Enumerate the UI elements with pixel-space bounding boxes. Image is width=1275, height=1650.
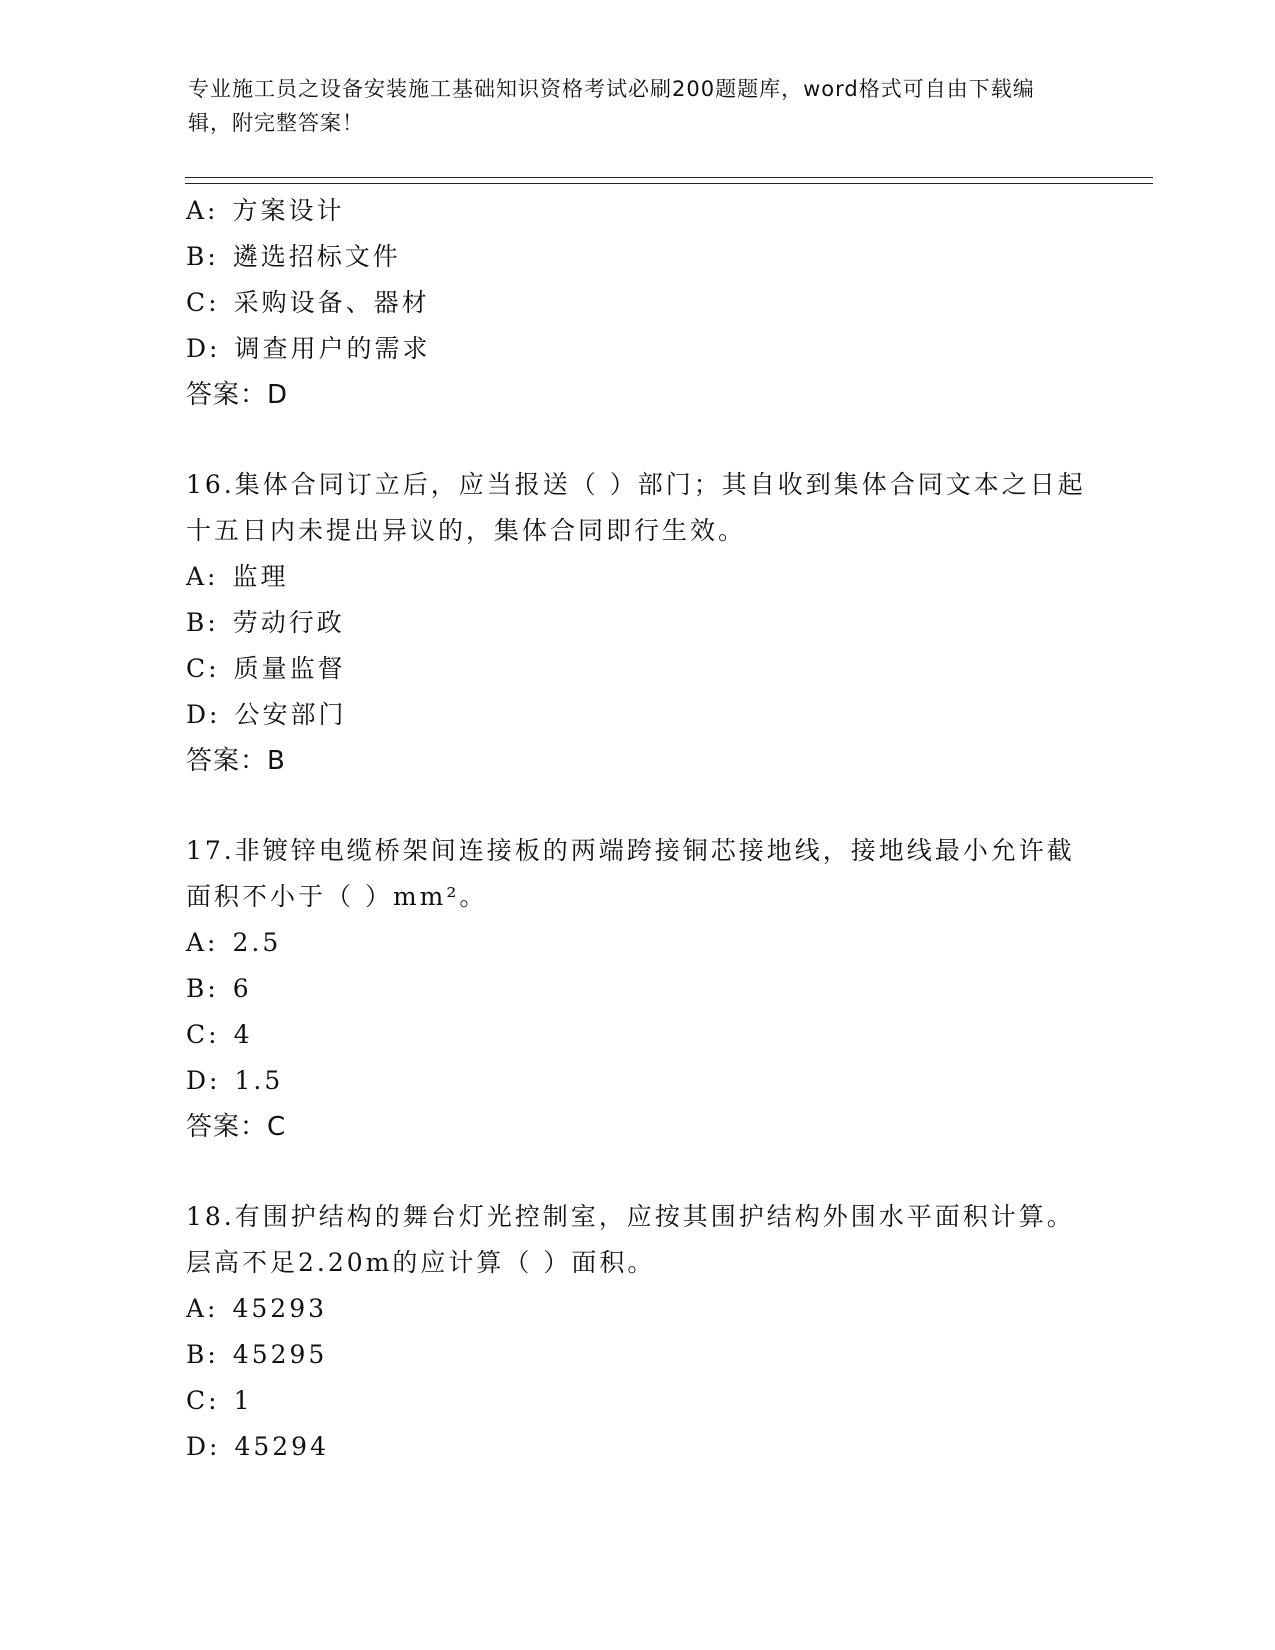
header-rule-top [185,177,1153,178]
option-d: D: 公安部门 [186,700,347,729]
option-b: B: 遴选招标文件 [186,242,401,271]
option-b: B: 劳动行政 [186,608,345,637]
option-d: D: 调查用户的需求 [186,334,431,363]
option-c: C: 采购设备、器材 [186,288,430,317]
question-17 [186,828,1086,1150]
header-rule-bottom [185,183,1153,184]
option-a: A: 2.5 [186,928,282,957]
option-a: A: 方案设计 [186,196,345,225]
option-d: D: 45294 [186,1432,329,1461]
question-text: 17.非镀锌电缆桥架间连接板的两端跨接铜芯接地线，接地线最小允许截面积不小于（ ）mm²。 [186,836,1075,911]
question-18 [186,1194,1086,1470]
option-b: B: 6 [186,974,252,1003]
question-text: 16.集体合同订立后，应当报送（ ）部门；其自收到集体合同文本之日起十五日内未提出异议的，集体合同即行生效。 [186,470,1086,545]
option-c: C: 质量监督 [186,654,346,683]
question-list [186,188,1086,1470]
option-c: C: 1 [186,1386,253,1415]
document-header: 专业施工员之设备安装施工基础知识资格考试必刷200题题库，word格式可自由下载编辑，附完整答案！ [188,77,1035,135]
option-a: A: 监理 [186,562,289,591]
question-16 [186,462,1086,784]
answer-line: 答案：C [186,1112,287,1142]
question-15-continuation [186,188,1086,418]
option-c: C: 4 [186,1020,253,1049]
answer-line: 答案：B [186,746,286,776]
option-d: D: 1.5 [186,1066,284,1095]
answer-line: 答案：D [186,380,289,410]
option-a: A: 45293 [186,1294,328,1323]
question-text: 18.有围护结构的舞台灯光控制室，应按其围护结构外围水平面积计算。层高不足2.20m的应计算（ ）面积。 [186,1202,1075,1277]
option-b: B: 45295 [186,1340,328,1369]
